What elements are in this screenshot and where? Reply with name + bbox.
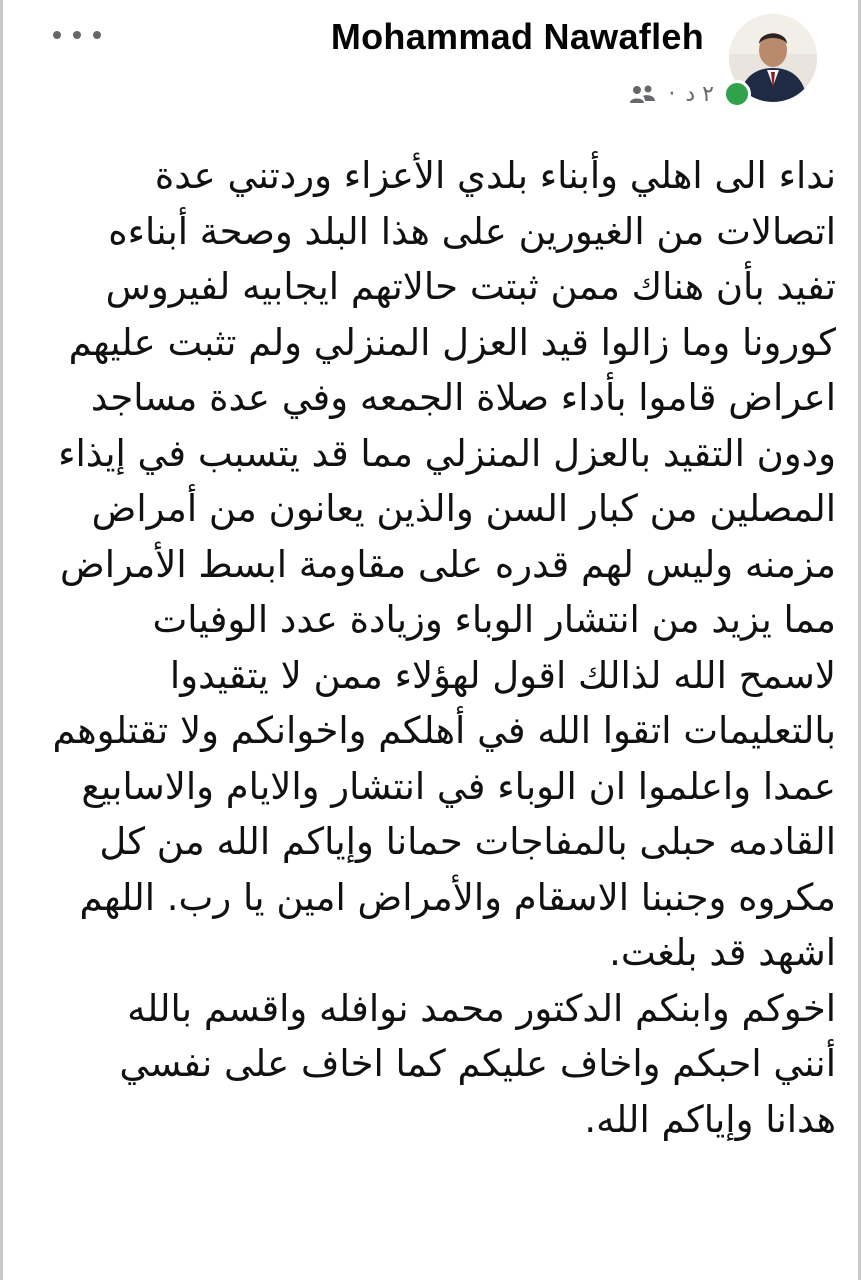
post-line: اشهد قد بلغت. — [609, 931, 836, 974]
more-options-button[interactable] — [53, 22, 101, 48]
post-line: تفيد بأن هناك ممن ثبتت حالاتهم ايجابيه لفيروس — [105, 265, 836, 308]
post-line: هدانا وإياكم الله. — [584, 1097, 836, 1141]
post-line: عمدا واعلموا ان الوباء في انتشار والايام والاسابيع — [81, 764, 836, 808]
post-line: اعراض قاموا بأداء صلاة الجمعه وفي عدة مساجد — [90, 376, 836, 419]
post-line: كورونا وما زالوا قيد العزل المنزلي ولم تثبت عليهم — [68, 320, 836, 364]
post-timestamp[interactable]: ٢ د — [685, 82, 714, 107]
post-line: اخوكم وابنكم الدكتور محمد نوافله واقسم بالله — [127, 986, 836, 1030]
friends-icon[interactable] — [628, 83, 658, 107]
post-line: لاسمح الله لذالك اقول لهؤلاء ممن لا يتقيدوا — [169, 653, 836, 697]
post-line: مكروه وجنبنا الاسقام والأمراض امين يا رب. اللهم — [79, 875, 836, 919]
more-dot-icon — [73, 31, 81, 39]
online-status-indicator — [723, 80, 751, 108]
author-name[interactable]: Mohammad Nawafleh — [330, 16, 704, 57]
post-header — [3, 0, 861, 130]
post-line: ودون التقيد بالعزل المنزلي مما قد يتسبب في إيذاء — [58, 431, 836, 475]
post-line: بالتعليمات اتقوا الله في أهلكم واخوانكم ولا تقتلوهم — [52, 709, 836, 752]
meta-separator: · — [668, 82, 676, 107]
post-line: مزمنه وليس لهم قدره على مقاومة ابسط الأمراض — [59, 542, 836, 586]
more-dot-icon — [53, 31, 61, 39]
post-line: أنني احبكم واخاف عليكم كما اخاف على نفسي — [119, 1042, 836, 1085]
post-line: القادمه حبلى بالمفاجات حمانا وإياكم الله من كل — [99, 820, 836, 863]
more-dot-icon — [93, 31, 101, 39]
post-body — [36, 148, 836, 1147]
post-line: مما يزيد من انتشار الوباء وزيادة عدد الوفيات — [152, 598, 836, 641]
post-line: اتصالات من الغيورين على هذا البلد وصحة أبناءه — [108, 209, 836, 253]
post-line: نداء الى اهلي وأبناء بلدي الأعزاء وردتني عدة — [154, 154, 836, 197]
post-line: المصلين من كبار السن والذين يعانون من أمراض — [91, 487, 836, 530]
post-meta — [628, 82, 714, 107]
